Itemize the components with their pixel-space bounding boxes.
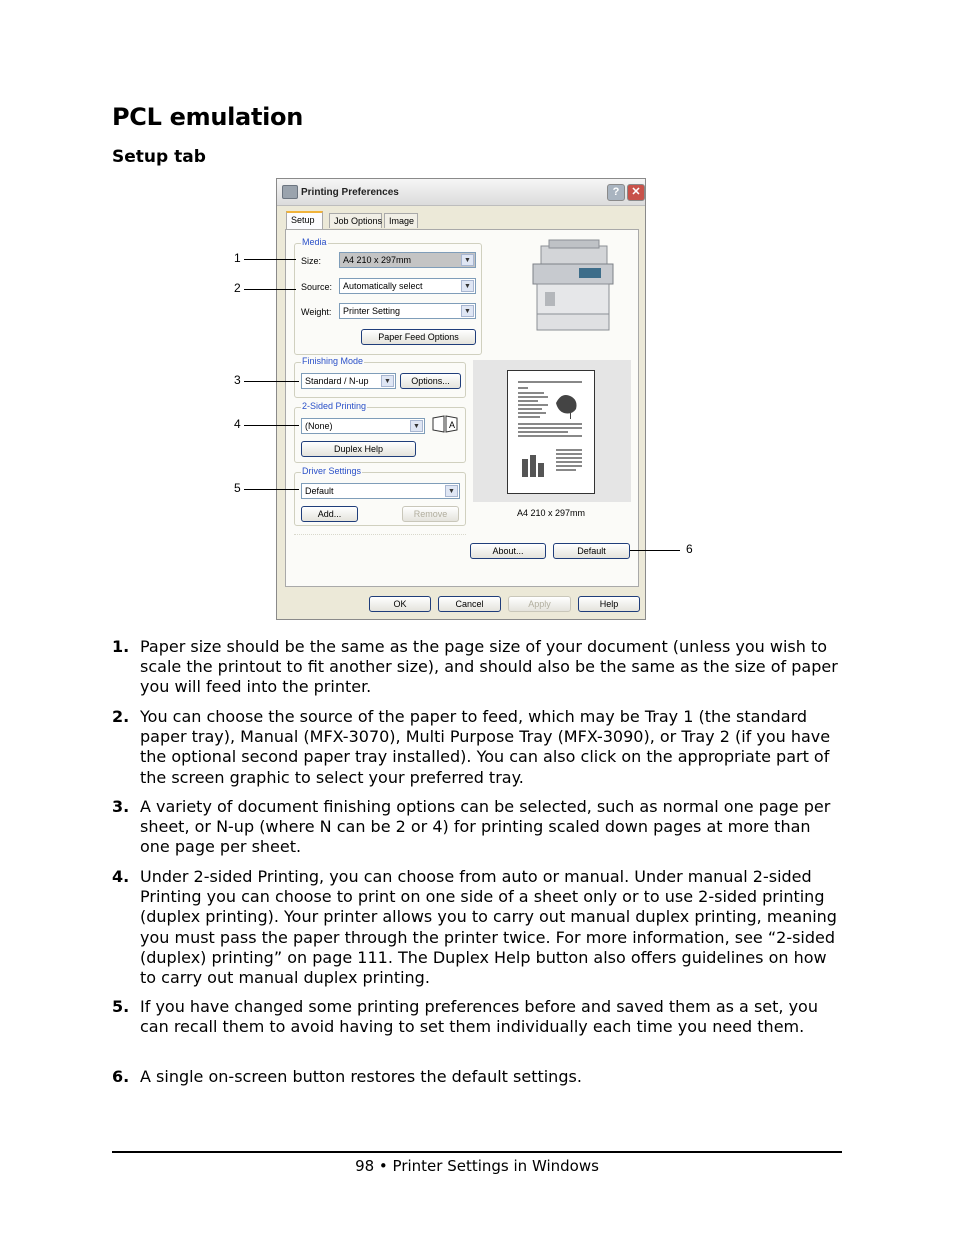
two-sided-value: (None) bbox=[305, 421, 333, 431]
media-group-label: Media bbox=[302, 237, 327, 247]
driver-settings-group-label: Driver Settings bbox=[302, 466, 362, 476]
item-text: You can choose the source of the paper to feed, which may be Tray 1 (the standard paper tray), Manual (MFX-3070), Multi Purpose Tray (MFX-3090), or Tray 2 (if you have the optional second paper tray installed). You can also click on the appropriate part of the screen graphic to select your preferred tray. bbox=[140, 707, 831, 787]
item-number: 4. bbox=[112, 867, 130, 886]
source-select[interactable] bbox=[339, 278, 476, 294]
finishing-group-label: Finishing Mode bbox=[302, 356, 364, 366]
callout-line bbox=[244, 489, 299, 490]
source-value: Automatically select bbox=[343, 281, 423, 291]
callout-1: 1 bbox=[234, 251, 241, 265]
chevron-down-icon[interactable]: ▼ bbox=[445, 485, 458, 497]
printer-icon bbox=[282, 185, 298, 199]
preview-caption: A4 210 x 297mm bbox=[516, 508, 586, 518]
tab-setup[interactable]: Setup bbox=[286, 211, 323, 229]
section-title: Setup tab bbox=[112, 147, 206, 167]
book-icon bbox=[431, 414, 459, 434]
finishing-value: Standard / N-up bbox=[305, 376, 369, 386]
tab-job-options[interactable]: Job Options bbox=[329, 213, 382, 228]
chevron-down-icon[interactable]: ▼ bbox=[461, 254, 474, 266]
item-number: 3. bbox=[112, 797, 130, 816]
item-text: Paper size should be the same as the page size of your document (unless you wish to scale the printout to fit another size), and should also be the same as the size of paper you will feed into the printer. bbox=[140, 637, 838, 697]
size-value: A4 210 x 297mm bbox=[343, 255, 412, 265]
dialog-title: Printing Preferences bbox=[301, 187, 399, 198]
help-button[interactable]: Help bbox=[578, 596, 640, 612]
callout-line bbox=[244, 289, 296, 290]
callout-line bbox=[244, 425, 299, 426]
apply-button[interactable]: Apply bbox=[508, 596, 571, 612]
item-text: A single on-screen button restores the default settings. bbox=[140, 1067, 582, 1086]
ok-button[interactable]: OK bbox=[369, 596, 431, 612]
preview-page-content bbox=[508, 371, 594, 493]
paper-feed-options-button[interactable]: Paper Feed Options bbox=[361, 329, 476, 345]
two-sided-select[interactable] bbox=[301, 418, 425, 434]
weight-label: Weight: bbox=[301, 307, 332, 317]
size-label: Size: bbox=[301, 256, 322, 266]
chevron-down-icon[interactable]: ▼ bbox=[381, 375, 394, 387]
callout-line bbox=[244, 381, 299, 382]
item-number: 5. bbox=[112, 997, 130, 1016]
chevron-down-icon[interactable]: ▼ bbox=[410, 420, 423, 432]
item-text: A variety of document finishing options can be selected, such as normal one page per sheet, or N-up (where N can be 2 or 4) for printing scaled down pages at more than one page per sheet. bbox=[140, 797, 831, 857]
size-select[interactable] bbox=[339, 252, 476, 268]
source-label: Source: bbox=[301, 282, 333, 292]
finishing-select[interactable] bbox=[301, 373, 396, 389]
duplex-help-button[interactable]: Duplex Help bbox=[301, 441, 416, 457]
cancel-button[interactable]: Cancel bbox=[438, 596, 501, 612]
setup-panel bbox=[285, 229, 639, 587]
remove-button[interactable]: Remove bbox=[402, 506, 459, 522]
item-number: 6. bbox=[112, 1067, 130, 1086]
help-title-button[interactable]: ? bbox=[607, 184, 625, 201]
callout-line bbox=[630, 550, 680, 551]
item-text: If you have changed some printing preferences before and saved them as a set, you can recall them to avoid having to set them individually each time you need them. bbox=[140, 997, 818, 1037]
weight-select[interactable] bbox=[339, 303, 476, 319]
page-title: PCL emulation bbox=[112, 103, 304, 131]
chevron-down-icon[interactable]: ▼ bbox=[461, 305, 474, 317]
callout-6: 6 bbox=[686, 542, 693, 556]
title-bar bbox=[277, 179, 645, 206]
driver-settings-value: Default bbox=[305, 486, 334, 496]
finishing-options-button[interactable]: Options... bbox=[400, 373, 461, 389]
svg-text:A: A bbox=[449, 420, 456, 430]
add-button[interactable]: Add... bbox=[301, 506, 358, 522]
footer-rule bbox=[112, 1151, 842, 1153]
preview-page bbox=[507, 370, 595, 494]
callout-2: 2 bbox=[234, 281, 241, 295]
item-text: Under 2-sided Printing, you can choose from auto or manual. Under manual 2-sided Printing you can choose to print on one side of a sheet only or to use 2-sided printing (duplex printing). Your printer allows you to carry out manual duplex printing, meaning you must pass the paper through the printer twice. For more information, see “2-sided (duplex) printing” on page 111. The Duplex Help button also offers guidelines on how to carry out manual duplex printing. bbox=[140, 867, 837, 988]
divider bbox=[294, 534, 466, 535]
callout-line bbox=[244, 259, 296, 260]
about-button[interactable]: About... bbox=[470, 543, 546, 559]
tab-image[interactable]: Image bbox=[384, 213, 418, 228]
callout-3: 3 bbox=[234, 373, 241, 387]
callout-5: 5 bbox=[234, 481, 241, 495]
chevron-down-icon[interactable]: ▼ bbox=[461, 280, 474, 292]
weight-value: Printer Setting bbox=[343, 306, 401, 316]
callout-4: 4 bbox=[234, 417, 241, 431]
item-number: 2. bbox=[112, 707, 130, 726]
item-number: 1. bbox=[112, 637, 130, 656]
default-button[interactable]: Default bbox=[553, 543, 630, 559]
two-sided-group-label: 2-Sided Printing bbox=[302, 401, 367, 411]
page-preview bbox=[473, 360, 631, 502]
footer: 98 • Printer Settings in Windows bbox=[355, 1157, 599, 1175]
close-button[interactable]: ✕ bbox=[627, 184, 645, 201]
driver-settings-select[interactable] bbox=[301, 483, 460, 499]
printer-image[interactable] bbox=[519, 236, 629, 336]
printing-preferences-dialog bbox=[276, 178, 646, 620]
